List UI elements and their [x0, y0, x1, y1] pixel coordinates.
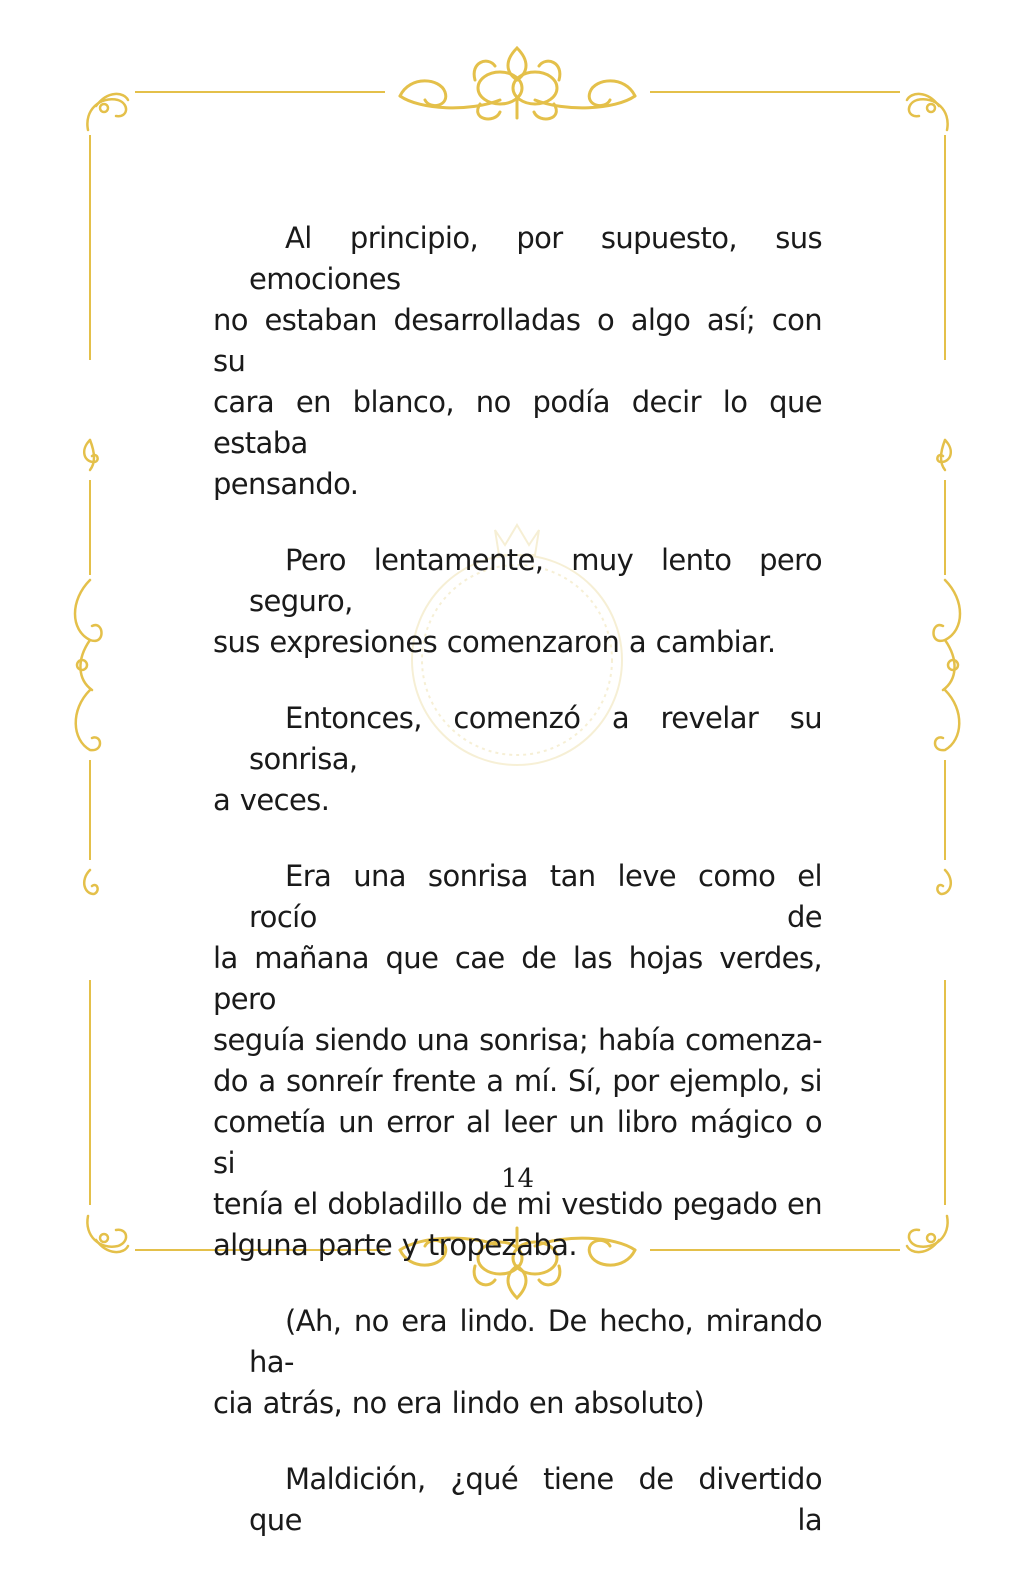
text-line: no estaban desarrolladas o algo así; con su	[213, 303, 822, 378]
text-line: cia atrás, no era lindo en absoluto)	[213, 1386, 705, 1420]
text-line: (Ah, no era lindo. De hecho, mirando ha-	[249, 1304, 822, 1379]
paragraph	[213, 1459, 822, 1541]
text-line: do a sonreír frente a mí. Sí, por ejemplo, si	[213, 1064, 822, 1098]
text-line: seguía siendo una sonrisa; había comenza-	[213, 1023, 822, 1057]
text-line: cometía un error al leer un libro mágico o si	[213, 1105, 822, 1180]
text-line: cara en blanco, no podía decir lo que estaba	[213, 385, 822, 460]
paragraph	[213, 1301, 822, 1424]
text-line: tenía el dobladillo de mi vestido pegado en	[213, 1187, 822, 1221]
text-line: Maldición, ¿qué tiene de divertido que la	[249, 1462, 822, 1537]
corner-scroll-icon	[907, 1216, 948, 1252]
page-number: 14	[500, 1164, 535, 1194]
corner-scroll-icon	[907, 94, 948, 130]
text-line: alguna parte y tropezaba.	[213, 1228, 577, 1262]
paragraph	[213, 856, 822, 1266]
text-line: pensando.	[213, 467, 359, 501]
corner-scroll-icon	[87, 94, 128, 130]
text-line: sus expresiones comenzaron a cambiar.	[213, 625, 776, 659]
body-text	[213, 218, 822, 1576]
corner-scroll-icon	[87, 1216, 128, 1252]
paragraph	[213, 698, 822, 821]
paragraph	[213, 540, 822, 663]
text-line: Pero lentamente, muy lento pero seguro,	[249, 543, 822, 618]
text-line: Era una sonrisa tan leve como el rocío de	[249, 859, 822, 934]
text-line: la mañana que cae de las hojas verdes, pero	[213, 941, 822, 1016]
side-scroll-icon	[934, 440, 961, 894]
text-line: Entonces, comenzó a revelar su sonrisa,	[249, 701, 822, 776]
paragraph	[213, 218, 822, 505]
text-line: a veces.	[213, 783, 330, 817]
side-scroll-icon	[75, 440, 102, 894]
text-line: Al principio, por supuesto, sus emociones	[249, 221, 822, 296]
flourish-top-icon	[400, 48, 635, 119]
